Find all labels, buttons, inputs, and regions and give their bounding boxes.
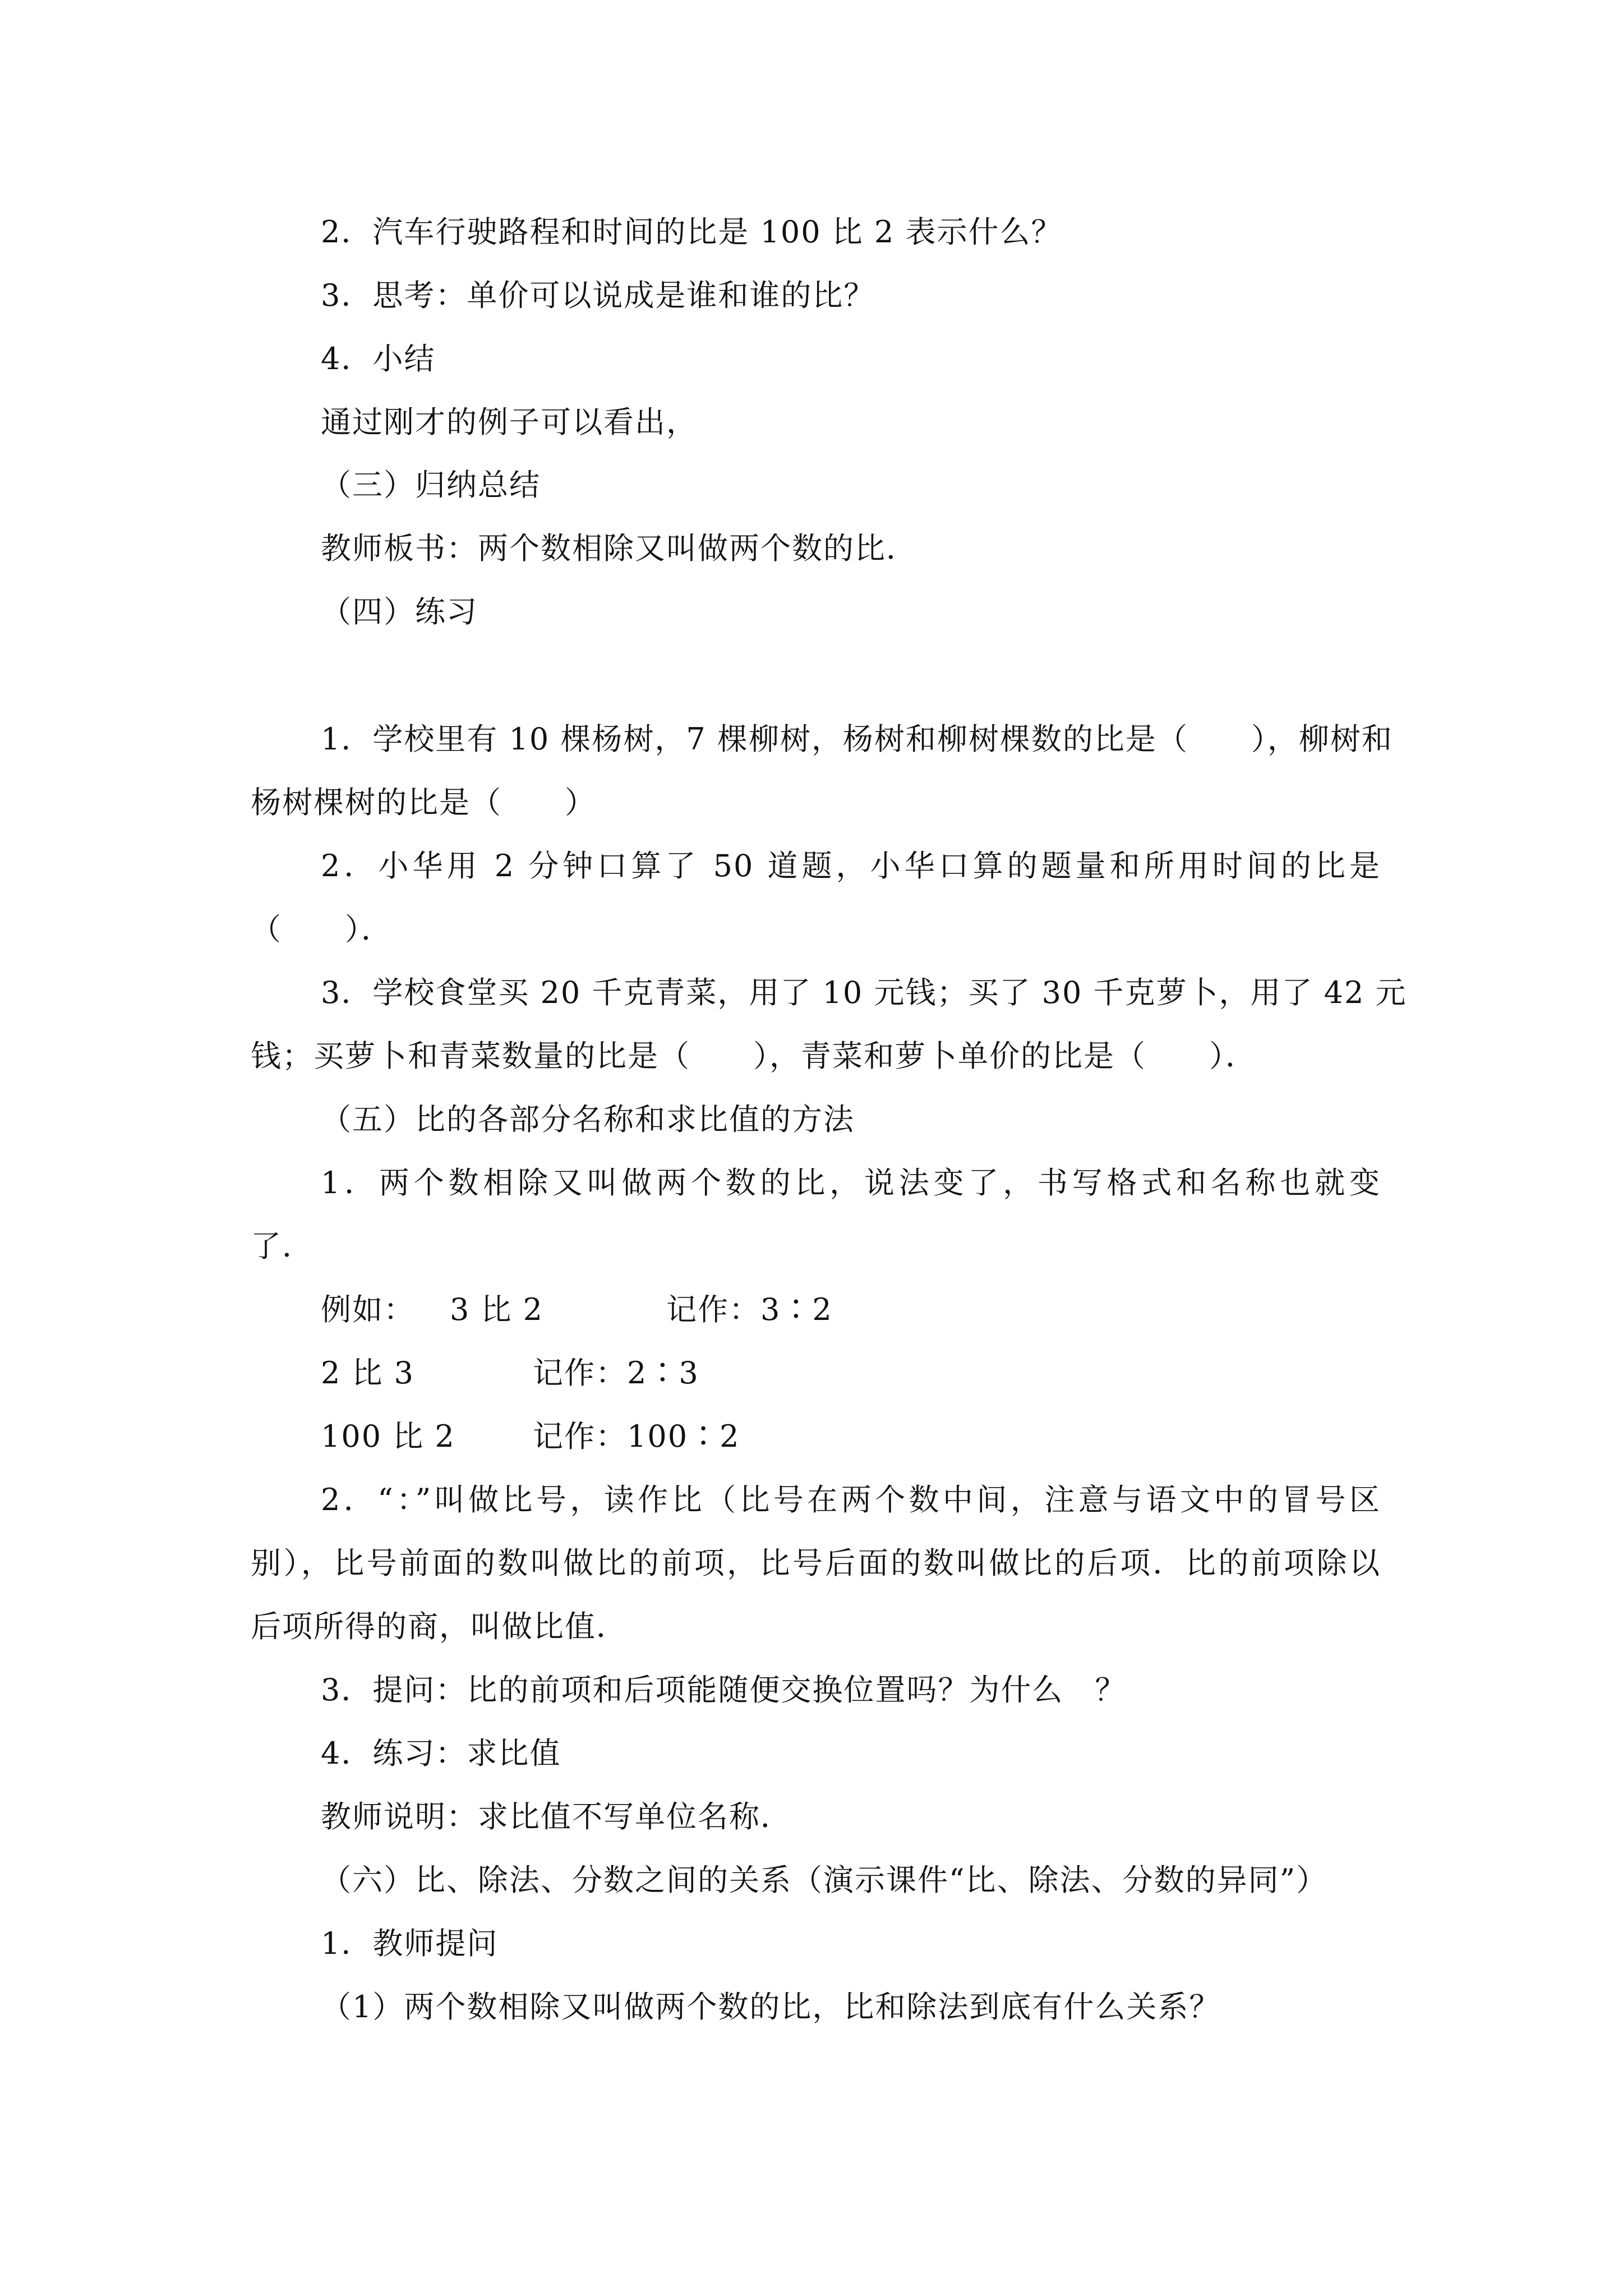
section-heading: （四）练习 xyxy=(321,594,478,629)
example-ratio: 2 比 3 xyxy=(321,1355,415,1391)
exercise-line: 1．学校里有 10 棵杨树，7 棵柳树，杨树和柳树棵数的比是（ ），柳树和 xyxy=(321,721,1393,757)
example-ratio: 3 比 2 xyxy=(450,1292,544,1327)
text-line: 别），比号前面的数叫做比的前项，比号后面的数叫做比的后项．比的前项除以 xyxy=(251,1545,1381,1581)
exercise-line: 杨树棵树的比是（ ） xyxy=(251,785,596,820)
exercise-line: （ ）． xyxy=(251,912,393,947)
example-notation: 记作：2∶3 xyxy=(533,1355,699,1391)
section-heading: （六）比、除法、分数之间的关系（演示课件“比、除法、分数的异同”） xyxy=(321,1862,1328,1898)
exercise-line: 2．小华用 2 分钟口算了 50 道题，小华口算的题量和所用时间的比是 xyxy=(321,848,1381,884)
text-line: 2．“：”叫做比号，读作比（比号在两个数中间，注意与语文中的冒号区 xyxy=(321,1482,1381,1517)
example-notation: 记作：3∶2 xyxy=(666,1292,833,1327)
text-line: 教师板书：两个数相除又叫做两个数的比． xyxy=(321,531,917,566)
text-line: 了． xyxy=(251,1228,313,1264)
text-line: 4．练习：求比值 xyxy=(321,1736,561,1771)
example-notation: 记作：100∶2 xyxy=(533,1419,740,1454)
section-heading: （三）归纳总结 xyxy=(321,467,541,503)
text-line: 教师说明：求比值不写单位名称． xyxy=(321,1799,792,1834)
section-heading: （五）比的各部分名称和求比值的方法 xyxy=(321,1102,855,1137)
text-line: 1．两个数相除又叫做两个数的比，说法变了，书写格式和名称也就变 xyxy=(321,1165,1381,1200)
text-line: 后项所得的商，叫做比值． xyxy=(251,1609,628,1644)
example-ratio: 100 比 2 xyxy=(321,1419,455,1454)
text-line: 2．汽车行驶路程和时间的比是 100 比 2 表示什么？ xyxy=(321,214,1063,250)
exercise-line: 钱；买萝卜和青菜数量的比是（ ），青菜和萝卜单价的比是（ ）． xyxy=(251,1038,1257,1074)
exercise-line: 3．学校食堂买 20 千克青菜，用了 10 元钱；买了 30 千克萝卜，用了 42 元 xyxy=(321,975,1407,1010)
text-line: （1）两个数相除又叫做两个数的比，比和除法到底有什么关系？ xyxy=(321,1989,1221,2024)
text-line: 1．教师提问 xyxy=(321,1926,499,1961)
text-line: 4．小结 xyxy=(321,341,436,376)
example-label: 例如： xyxy=(321,1292,415,1327)
text-line: 3．思考：单价可以说成是谁和谁的比？ xyxy=(321,278,875,313)
text-line: 通过刚才的例子可以看出， xyxy=(321,404,698,440)
text-line: 3．提问：比的前项和后项能随便交换位置吗？为什么 ？ xyxy=(321,1672,1127,1708)
